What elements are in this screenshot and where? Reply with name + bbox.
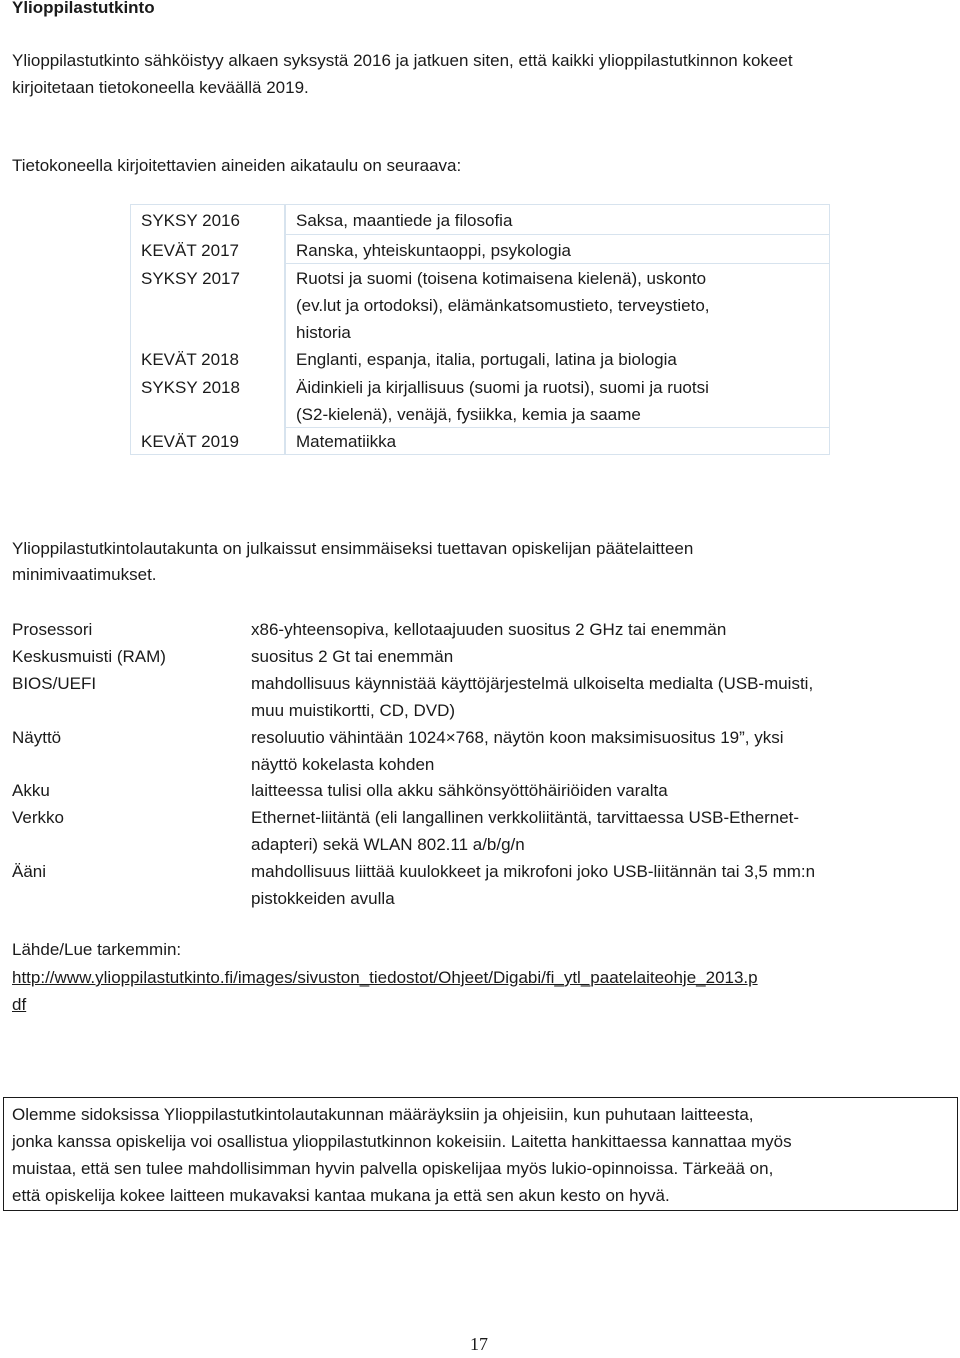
schedule-subjects: Saksa, maantiede ja filosofia [296, 211, 513, 230]
requirement-value: mahdollisuus liittää kuulokkeet ja mikrofoni joko USB-liitännän tai 3,5 mm:n [251, 862, 816, 881]
schedule-term: KEVÄT 2018 [141, 350, 239, 369]
schedule-term: SYKSY 2018 [141, 378, 240, 397]
schedule-subjects: (ev.lut ja ortodoksi), elämänkatsomustieto, terveystieto, [296, 296, 710, 315]
schedule-subjects: (S2-kielenä), venäjä, fysiikka, kemia ja saame [296, 405, 641, 424]
schedule-subject-column [285, 204, 830, 455]
note-line: Olemme sidoksissa Ylioppilastutkintolautakunnan määräyksiin ja ohjeisiin, kun puhutaan laitteesta, [12, 1105, 754, 1124]
requirements-intro-line-1: Ylioppilastutkintolautakunta on julkaissut ensimmäiseksi tuettavan opiskelijan päätelaitteen [12, 539, 694, 558]
requirement-value: mahdollisuus käynnistää käyttöjärjestelmä ulkoiselta medialta (USB-muisti, [251, 674, 814, 693]
schedule-term: KEVÄT 2019 [141, 432, 239, 451]
requirement-label: Keskusmuisti (RAM) [12, 647, 166, 666]
note-line: jonka kanssa opiskelija voi osallistua ylioppilastutkinnon kokeisiin. Laitetta hankittaessa kannattaa myös [12, 1132, 792, 1151]
note-box [3, 1097, 958, 1211]
requirement-value: adapteri) sekä WLAN 802.11 a/b/g/n [251, 835, 525, 854]
schedule-intro: Tietokoneella kirjoitettavien aineiden aikataulu on seuraava: [12, 156, 462, 175]
schedule-subjects: Matematiikka [296, 432, 397, 451]
requirement-value: resoluutio vähintään 1024×768, näytön koon maksimisuositus 19”, yksi [251, 728, 784, 747]
requirement-value: Ethernet-liitäntä (eli langallinen verkkoliitäntä, tarvittaessa USB-Ethernet- [251, 808, 800, 827]
requirement-value: suositus 2 Gt tai enemmän [251, 647, 454, 666]
schedule-subjects: historia [296, 323, 351, 342]
schedule-subjects: Äidinkieli ja kirjallisuus (suomi ja ruotsi), suomi ja ruotsi [296, 378, 709, 397]
schedule-term: KEVÄT 2017 [141, 241, 239, 260]
schedule-term: SYKSY 2017 [141, 269, 240, 288]
page-title: Ylioppilastutkinto [12, 0, 155, 17]
requirement-value: x86-yhteensopiva, kellotaajuuden suositus 2 GHz tai enemmän [251, 620, 727, 639]
requirement-label: Verkko [12, 808, 64, 827]
requirement-label: Ääni [12, 862, 47, 881]
requirements-intro-line-2: minimivaatimukset. [12, 565, 157, 584]
schedule-subjects: Ruotsi ja suomi (toisena kotimaisena kielenä), uskonto [296, 269, 707, 288]
schedule-table [130, 204, 830, 455]
requirement-label: Prosessori [12, 620, 93, 639]
requirement-value: muu muistikortti, CD, DVD) [251, 701, 456, 720]
requirement-value: pistokkeiden avulla [251, 889, 395, 908]
source-link[interactable]: http://www.ylioppilastutkinto.fi/images/sivuston_tiedostot/Ohjeet/Digabi/fi_ytl_paatelaiteohje_2013.p [12, 968, 758, 987]
note-line: muistaa, että sen tulee mahdollisimman hyvin palvella opiskelijaa myös lukio-opinnoissa. Tärkeää on, [12, 1159, 774, 1178]
page-number: 17 [470, 1334, 488, 1354]
requirement-value: laitteessa tulisi olla akku sähkönsyöttöhäiriöiden varalta [251, 781, 668, 800]
schedule-term-column [130, 204, 285, 455]
source-label: Lähde/Lue tarkemmin: [12, 940, 182, 959]
requirement-value: näyttö kokelasta kohden [251, 755, 435, 774]
schedule-term: SYKSY 2016 [141, 211, 240, 230]
requirement-label: Näyttö [12, 728, 62, 747]
intro-line-1: Ylioppilastutkinto sähköistyy alkaen syksystä 2016 ja jatkuen siten, että kaikki ylioppilastutkinnon kokeet [12, 51, 793, 70]
requirement-label: Akku [12, 781, 50, 800]
note-line: että opiskelija kokee laitteen mukavaksi kantaa mukana ja että sen akun kesto on hyvä. [12, 1186, 670, 1205]
source-link-continued[interactable]: df [12, 995, 27, 1014]
schedule-subjects: Ranska, yhteiskuntaoppi, psykologia [296, 241, 571, 260]
requirement-label: BIOS/UEFI [12, 674, 97, 693]
intro-line-2: kirjoitetaan tietokoneella keväällä 2019. [12, 78, 309, 97]
schedule-subjects: Englanti, espanja, italia, portugali, latina ja biologia [296, 350, 677, 369]
